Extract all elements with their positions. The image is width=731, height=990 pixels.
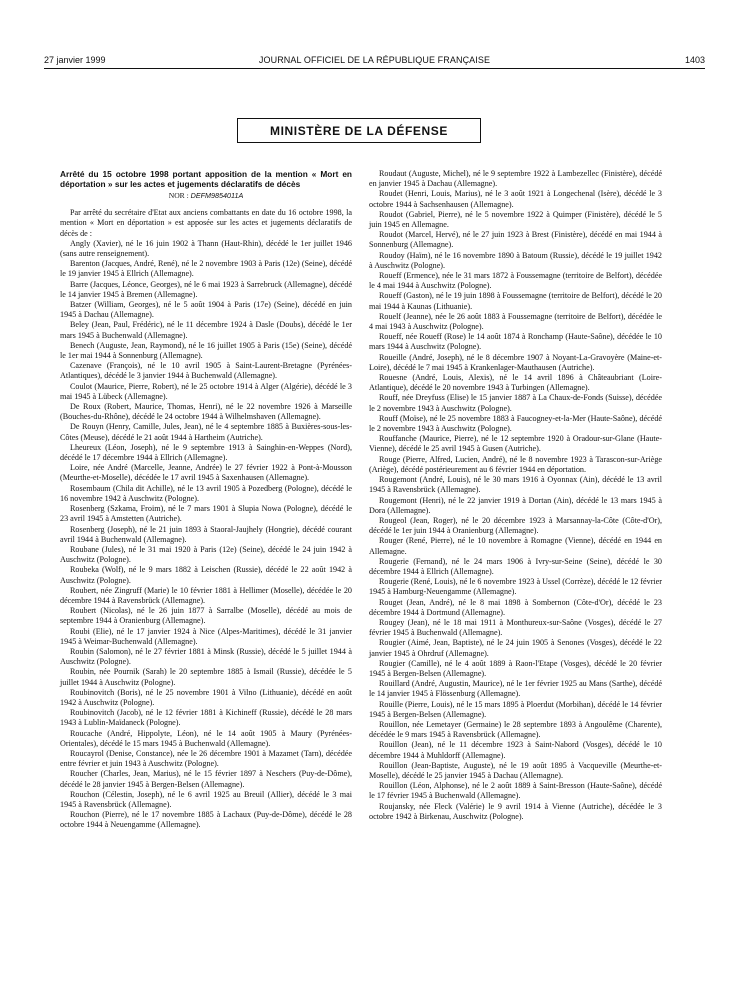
- death-record-entry: Cazenave (François), né le 10 avril 1905 à Saint-Laurent-Bretagne (Pyrénées-Atlantiques), décédé le 3 janvier 1944 à Buchenwald (Allemagne).: [60, 361, 352, 381]
- death-record-entry: Roubeka (Wolf), né le 9 mars 1882 à Leischen (Russie), décédé le 22 août 1942 à Auschwitz (Pologne).: [60, 565, 352, 585]
- death-record-entry: Roubin, née Pournik (Sarah) le 20 septembre 1885 à Ismail (Russie), décédée le 5 juillet 1944 à Auschwitz (Pologne).: [60, 667, 352, 687]
- death-record-entry: Beley (Jean, Paul, Frédéric), né le 11 décembre 1924 à Dasle (Doubs), décédé le 1er mars 1945 à Buchenwald (Allemagne).: [60, 320, 352, 340]
- death-record-entry: Roudot (Gabriel, Pierre), né le 5 novembre 1922 à Quimper (Finistère), décédé le 5 juin 1945 en Allemagne.: [369, 209, 662, 230]
- death-record-entry: Rouge (Pierre, Alfred, Lucien, André), né le 8 novembre 1923 à Tarascon-sur-Ariège (Ariège), décédé postérieurement au 6 février 1944 en déportation.: [369, 454, 662, 474]
- death-record-entry: Rouesne (André, Louis, Alexis), né le 14 avril 1896 à Châteaubriant (Loire-Atlantique), décédé le 20 novembre 1943 à Turbingen (Allemagne).: [369, 373, 662, 393]
- death-record-entry: Rouff (Moïse), né le 25 novembre 1883 à Faucogney-et-la-Mer (Haute-Saône), décédé le 2 novembre 1943 à Auschwitz (Pologne).: [369, 413, 662, 434]
- death-record-entry: Rougerie (René, Louis), né le 6 novembre 1923 à Ussel (Corrèze), décédé le 12 février 1945 à Hamburg-Neuengamme (Allemagne).: [369, 577, 662, 597]
- page-header: [44, 55, 705, 69]
- death-record-entry: Roucache (André, Hippolyte, Léon), né le 14 août 1905 à Maury (Pyrénées-Orientales), décédé le 15 mars 1945 à Buchenwald (Allemagne).: [60, 728, 352, 748]
- death-record-entry: Rougeol (Jean, Roger), né le 20 décembre 1923 à Marsannay-la-Côte (Côte-d'Or), décédé le 1er juin 1944 à Oranienburg (Allemagne).: [369, 515, 662, 536]
- header-journal-title: JOURNAL OFFICIEL DE LA RÉPUBLIQUE FRANÇAISE: [258, 55, 491, 65]
- death-record-entry: Roucher (Charles, Jean, Marius), né le 15 février 1897 à Neschers (Puy-de-Dôme), décédé le 28 janvier 1945 à Bergen-Belsen (Allemagne).: [60, 769, 352, 789]
- death-record-entry: Roueille (André, Joseph), né le 8 décembre 1907 à Noyant-La-Gravoyère (Maine-et-Loire), décédé le 7 mai 1945 à Krankenlager-Mauthausen (Autriche).: [369, 352, 662, 372]
- death-record-entry: Rouffanche (Maurice, Pierre), né le 12 septembre 1920 à Oradour-sur-Glane (Haute-Vienne), décédé le 25 avril 1945 à Gusen (Autriche).: [369, 434, 662, 454]
- left-column: [60, 169, 352, 831]
- death-record-entry: Rouger (René, Pierre), né le 10 novembre à Romagne (Vienne), décédé en 1944 en Allemagne.: [369, 536, 662, 556]
- death-record-entry: Rouff, née Dreyfuss (Elise) le 15 janvier 1887 à La Chaux-de-Fonds (Suisse), décédée le 2 novembre 1943 à Auschwitz (Pologne).: [369, 393, 662, 413]
- death-record-entry: Roudot (Marcel, Hervé), né le 27 juin 1923 à Brest (Finistère), décédé en mai 1944 à Sonnenburg (Allemagne).: [369, 230, 662, 250]
- nor-label: NOR :: [168, 191, 189, 200]
- death-record-entry: Rouget (Jean, André), né le 8 mai 1898 à Sombernon (Côte-d'Or), décédé le 23 décembre 1944 à Dortmund (Allemagne).: [369, 597, 662, 617]
- death-record-entry: Rougerie (Fernand), né le 24 mars 1906 à Ivry-sur-Seine (Seine), décédé le 30 décembre 1944 à Ellrich (Allemagne).: [369, 556, 662, 576]
- death-record-entry: Rouille (Pierre, Louis), né le 15 mars 1895 à Ploerdut (Morbihan), décédé le 14 février 1945 à Bergen-Belsen (Allemagne).: [369, 699, 662, 719]
- death-record-entry: Rouillon (Jean), né le 11 décembre 1923 à Saint-Nabord (Vosges), décédé le 10 décembre 1944 à Muhldorff (Allemagne).: [369, 740, 662, 760]
- death-record-entry: Roubert (Nicolas), né le 26 juin 1877 à Sarralbe (Moselle), décédé au mois de septembre 1944 à Oranienburg (Allemagne).: [60, 606, 352, 626]
- death-record-entry: Rosenberg (Joseph), né le 21 juin 1893 à Staoral-Jaujhely (Hongrie), décédé courant avril 1944 à Buchenwald (Allemagne).: [60, 524, 352, 544]
- death-record-entry: Roueff (Ermence), née le 31 mars 1872 à Foussemagne (territoire de Belfort), décédée le 4 mai 1944 à Auschwitz (Pologne).: [369, 271, 662, 291]
- ministry-heading: MINISTÈRE DE LA DÉFENSE: [269, 123, 449, 138]
- death-record-entry: Roujansky, née Fleck (Valérie) le 9 avril 1914 à Vienne (Autriche), décédée le 3 octobre 1942 à Birkenau, Auschwitz (Pologne).: [369, 801, 662, 821]
- death-record-entry: Coulot (Maurice, Pierre, Robert), né le 25 octobre 1914 à Alger (Algérie), décédé le 3 mai 1945 à Lübeck (Allemagne).: [60, 381, 352, 401]
- death-record-entry: Roudaut (Auguste, Michel), né le 9 septembre 1922 à Lambezellec (Finistère), décédé en janvier 1945 à Dachau (Allemagne).: [369, 169, 662, 189]
- header-rule: [44, 68, 705, 69]
- death-record-entry: Rougey (Jean), né le 18 mai 1911 à Monthureux-sur-Saône (Vosges), décédé le 27 février 1945 à Buchenwald (Allemagne).: [369, 617, 662, 638]
- arrete-title: Arrêté du 15 octobre 1998 portant apposition de la mention « Mort en déportation » sur les actes et jugements déclaratifs de décès: [60, 169, 352, 189]
- death-record-entry: Rouillon (Jean-Baptiste, Auguste), né le 19 août 1895 à Vacqueville (Meurthe-et-Moselle), décédé le 25 janvier 1945 à Dachau (Allemagne).: [369, 760, 662, 780]
- death-record-entry: Rouillon, née Lemetayer (Germaine) le 28 septembre 1893 à Angoulême (Charente), décédée le 9 mars 1945 à Ravensbrück (Allemagne).: [369, 719, 662, 740]
- death-record-entry: Batzer (William, Georges), né le 5 août 1904 à Paris (17e) (Seine), décédé en juin 1945 à Dachau (Allemagne).: [60, 300, 352, 320]
- nor-reference: [60, 191, 352, 201]
- death-record-entry: Roudoy (Haïm), né le 16 novembre 1890 à Batoum (Russie), décédé le 19 juillet 1942 à Auschwitz (Pologne).: [369, 250, 662, 270]
- death-record-entry: Barenton (Jacques, André, René), né le 2 novembre 1903 à Paris (12e) (Seine), décédé le 19 janvier 1945 à Ellrich (Allemagne).: [60, 259, 352, 279]
- death-record-entry: De Rouyn (Henry, Camille, Jules, Jean), né le 4 septembre 1885 à Buxières-sous-les-Côtes (Meuse), décédé le 21 août 1944 à Hartheim (Autriche).: [60, 422, 352, 442]
- death-record-entry: Roubane (Jules), né le 31 mai 1920 à Paris (12e) (Seine), décédé le 24 juin 1942 à Auschwitz (Pologne).: [60, 544, 352, 565]
- death-record-entry: Angly (Xavier), né le 16 juin 1902 à Thann (Haut-Rhin), décédé le 1er juillet 1946 (sans autre renseignement).: [60, 238, 352, 259]
- death-record-entry: Rosembaum (Chila dit Achille), né le 13 avril 1905 à Pozedberg (Pologne), décédé le 16 novembre 1942 à Auschwitz (Pologne).: [60, 483, 352, 503]
- death-record-entry: Roubinovitch (Boris), né le 25 novembre 1901 à Vilno (Lithuanie), décédé en août 1942 à Auschwitz (Pologne).: [60, 687, 352, 707]
- death-record-entry: Roudet (Henri, Louis, Marius), né le 3 août 1921 à Longechenal (Isère), décédé le 3 octobre 1944 à Sachsenhausen (Allemagne).: [369, 189, 662, 209]
- death-record-entry: Roubinovitch (Jacob), né le 12 février 1881 à Kichineff (Russie), décédé le 28 mars 1943 à Lublin-Maïdaneck (Pologne).: [60, 708, 352, 728]
- death-record-entry: Rougemont (Henri), né le 22 janvier 1919 à Dortan (Ain), décédé le 13 mars 1945 à Dora (Allemagne).: [369, 495, 662, 515]
- death-record-entry: Rougier (Camille), né le 4 août 1889 à Raon-l'Etape (Vosges), décédé le 20 février 1945 à Bergen-Belsen (Allemagne).: [369, 658, 662, 678]
- death-record-entry: Barre (Jacques, Léonce, Georges), né le 6 mai 1923 à Sarrebruck (Allemagne), décédé le 14 janvier 1945 à Bremen (Allemagne).: [60, 279, 352, 299]
- nor-code: DEFM9854011A: [190, 191, 244, 200]
- death-record-entry: Loire, née André (Marcelle, Jeanne, Andrée) le 27 février 1922 à Pont-à-Mousson (Meurthe-et-Moselle), décédée le 17 avril 1945 à Saxenhausen (Allemagne).: [60, 463, 352, 483]
- death-record-entry: De Roux (Robert, Maurice, Thomas, Henri), né le 22 novembre 1926 à Marseille (Bouches-du-Rhône), décédé le 24 octobre 1944 à Wilhelmshaven (Allemagne).: [60, 402, 352, 422]
- death-record-entry: Roueff, née Roueff (Rose) le 14 août 1874 à Ronchamp (Haute-Saône), décédée le 10 mars 1944 à Auschwitz (Pologne).: [369, 332, 662, 352]
- ministry-heading-box: [237, 118, 481, 143]
- header-page-number: 1403: [684, 55, 705, 65]
- death-record-entry: Rouillon (Léon, Alphonse), né le 2 août 1889 à Saint-Bresson (Haute-Saône), décédé le 17 février 1945 à Buchenwald (Allemagne).: [369, 781, 662, 801]
- death-record-entry: Rouchon (Pierre), né le 17 novembre 1885 à Lachaux (Puy-de-Dôme), décédé le 28 octobre 1944 à Neuengamme (Allemagne).: [60, 810, 352, 830]
- death-record-entry: Rouchon (Célestin, Joseph), né le 6 avril 1925 au Breuil (Allier), décédé le 3 mai 1945 à Ravensbrück (Allemagne).: [60, 789, 352, 809]
- death-record-entry: Roubin (Salomon), né le 27 février 1881 à Minsk (Russie), décédé le 5 juillet 1944 à Auschwitz (Pologne).: [60, 646, 352, 667]
- death-record-entry: Rouelf (Jeanne), née le 26 août 1883 à Foussemagne (territoire de Belfort), décédée le 4 mai 1943 à Auschwitz (Pologne).: [369, 311, 662, 332]
- death-record-entry: Rosenberg (Szkama, Froim), né le 7 mars 1901 à Slupia Nowa (Pologne), décédé le 23 avril 1945 à Amstetten (Autriche).: [60, 504, 352, 524]
- death-record-entry: Roubi (Elie), né le 17 janvier 1924 à Nice (Alpes-Maritimes), décédé le 31 janvier 1945 à Weimar-Buchenwald (Allemagne).: [60, 626, 352, 646]
- death-record-entry: Rougier (Aimé, Jean, Baptiste), né le 24 juin 1905 à Senones (Vosges), décédé le 22 janvier 1945 à Ohrdruf (Allemagne).: [369, 638, 662, 658]
- header-date: 27 janvier 1999: [44, 55, 106, 65]
- right-column: [369, 169, 662, 822]
- death-record-entry: Roueff (Gaston), né le 19 juin 1898 à Foussemagne (territoire de Belfort), décédé le 20 mai 1944 à Kaunas (Lithuanie).: [369, 291, 662, 311]
- death-record-entry: Benech (Auguste, Jean, Raymond), né le 16 juillet 1905 à Paris (15e) (Seine), décédé le 1er mai 1944 à Sonnenburg (Allemagne).: [60, 340, 352, 361]
- arrete-preamble: Par arrêté du secrétaire d'Etat aux anciens combattants en date du 16 octobre 1998, la mention « Mort en déportation » est apposée sur les actes et jugements déclaratifs de décès de :: [60, 208, 352, 238]
- death-record-entry: Rouillard (André, Augustin, Maurice), né le 1er février 1925 au Mans (Sarthe), décédé le 14 janvier 1945 à Flössenburg (Allemagne).: [369, 679, 662, 699]
- death-record-entry: Rougemont (André, Louis), né le 30 mars 1916 à Oyonnax (Ain), décédé le 13 avril 1945 à Ravensbrück (Allemagne).: [369, 475, 662, 495]
- death-record-entry: Roubert, née Zingruff (Marie) le 10 février 1881 à Hellimer (Moselle), décédée le 20 décembre 1944 à Ravensbrück (Allemagne).: [60, 585, 352, 605]
- death-record-entry: Lheureux (Léon, Joseph), né le 9 septembre 1913 à Sainghin-en-Weppes (Nord), décédé le 17 décembre 1944 à Ellrich (Allemagne).: [60, 442, 352, 463]
- death-record-entry: Roucayrol (Denise, Constance), née le 26 décembre 1901 à Mazamet (Tarn), décédée entre février et juin 1943 à Auschwitz (Pologne).: [60, 748, 352, 769]
